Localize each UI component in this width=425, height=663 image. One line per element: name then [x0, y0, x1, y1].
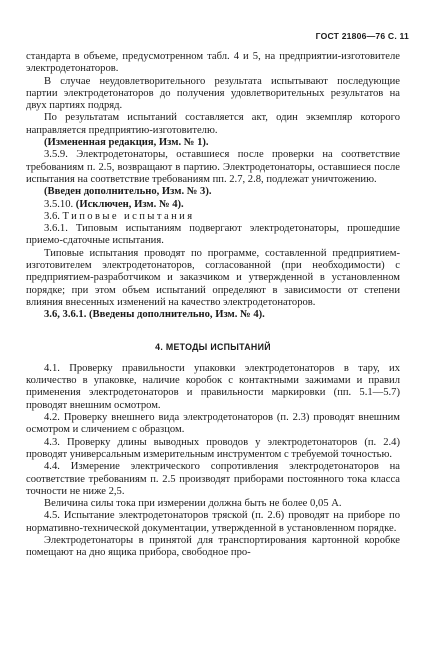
section-title: 4. МЕТОДЫ ИСПЫТАНИЙ [155, 341, 271, 352]
document-body [26, 51, 400, 560]
amendment-note: (Введен дополнительно, Изм. № 3). [44, 186, 212, 198]
clause-3-6-1: 3.6.1. Типовым испытаниям подвергают электродетонаторы, прошедшие приемо-сдаточные испытания. [26, 223, 400, 247]
paragraph: В случае неудовлетворительного результата испытывают последующие партии электродетонаторов до получения удовлетворительных результатов на двух партиях подряд. [26, 75, 400, 112]
clause-3-6 [26, 211, 400, 223]
amendment-note: 3.6, 3.6.1. (Введены дополнительно, Изм. № 4). [44, 309, 265, 321]
paragraph: стандарта в объеме, предусмотренном табл. 4 и 5, на предприятии-изготовителе электродетонаторов. [26, 51, 400, 75]
clause-4-2: 4.2. Проверку внешнего вида электродетонаторов (п. 2.3) проводят внешним осмотром и сличением с образцом. [26, 412, 400, 436]
clause-number: 3.6. [44, 210, 60, 222]
clause-number: 3.5.10. [44, 198, 74, 210]
clause-3-5-10 [26, 199, 400, 211]
clause-3-5-9: 3.5.9. Электродетонаторы, оставшиеся после проверки на соответствие требованиям п. 2.5, возвращают в партию. Электродетонаторы, оставшиеся после испытания на соответствие требованиям пп. 2.7, 2.8, подлежат уничтожению. [26, 149, 400, 185]
clause-4-3: 4.3. Проверку длины выводных проводов у электродетонаторов (п. 2.4) проводят универсальным измерительным инструментом с требуемой точностью. [26, 436, 400, 460]
paragraph: По результатам испытаний составляется акт, один экземпляр которого направляется предприятию-изготовителю. [26, 112, 400, 136]
clause-4-1: 4.1. Проверку правильности упаковки электродетонаторов в тару, их количество в упаковке, наличие коробок с контактными зажимами и правил применения электродетонаторов и правильности маркировки (пп. 5.1—5.7) проводят внешним осмотром. [26, 362, 400, 411]
page-header: ГОСТ 21806—76 С. 11 [315, 31, 409, 41]
amendment-note: (Исключен, Изм. № 4). [75, 198, 184, 210]
clause-4-5: 4.5. Испытание электродетонаторов тряской (п. 2.6) проводят на приборе по нормативно-технической документации, утвержденной в установленном порядке. [26, 510, 400, 534]
paragraph: Электродетонаторы в принятой для транспортирования картонной коробке помещают на дно ящика прибора, свободное про- [26, 534, 400, 559]
paragraph: Величина силы тока при измерении должна быть не более 0,05 А. [44, 498, 342, 510]
clause-4-4: 4.4. Измерение электрического сопротивления электродетонаторов на соответствие требованиям п. 2.5 производят приборами постоянного тока класса точности не ниже 2,5. [26, 461, 400, 497]
amendment-note: (Измененная редакция, Изм. № 1). [44, 137, 209, 149]
paragraph: Типовые испытания проводят по программе, составленной предприятием-изготовителем электродетонаторов, согласованной (при необходимости) с предприятием-разработчиком и заказчиком и утвержденной в установленном порядке; при этом объем испытаний определяют в зависимости от степени влияния внесенных изменений на качество электродетонаторов. [26, 247, 400, 308]
clause-title: Типовые испытания [62, 210, 195, 222]
